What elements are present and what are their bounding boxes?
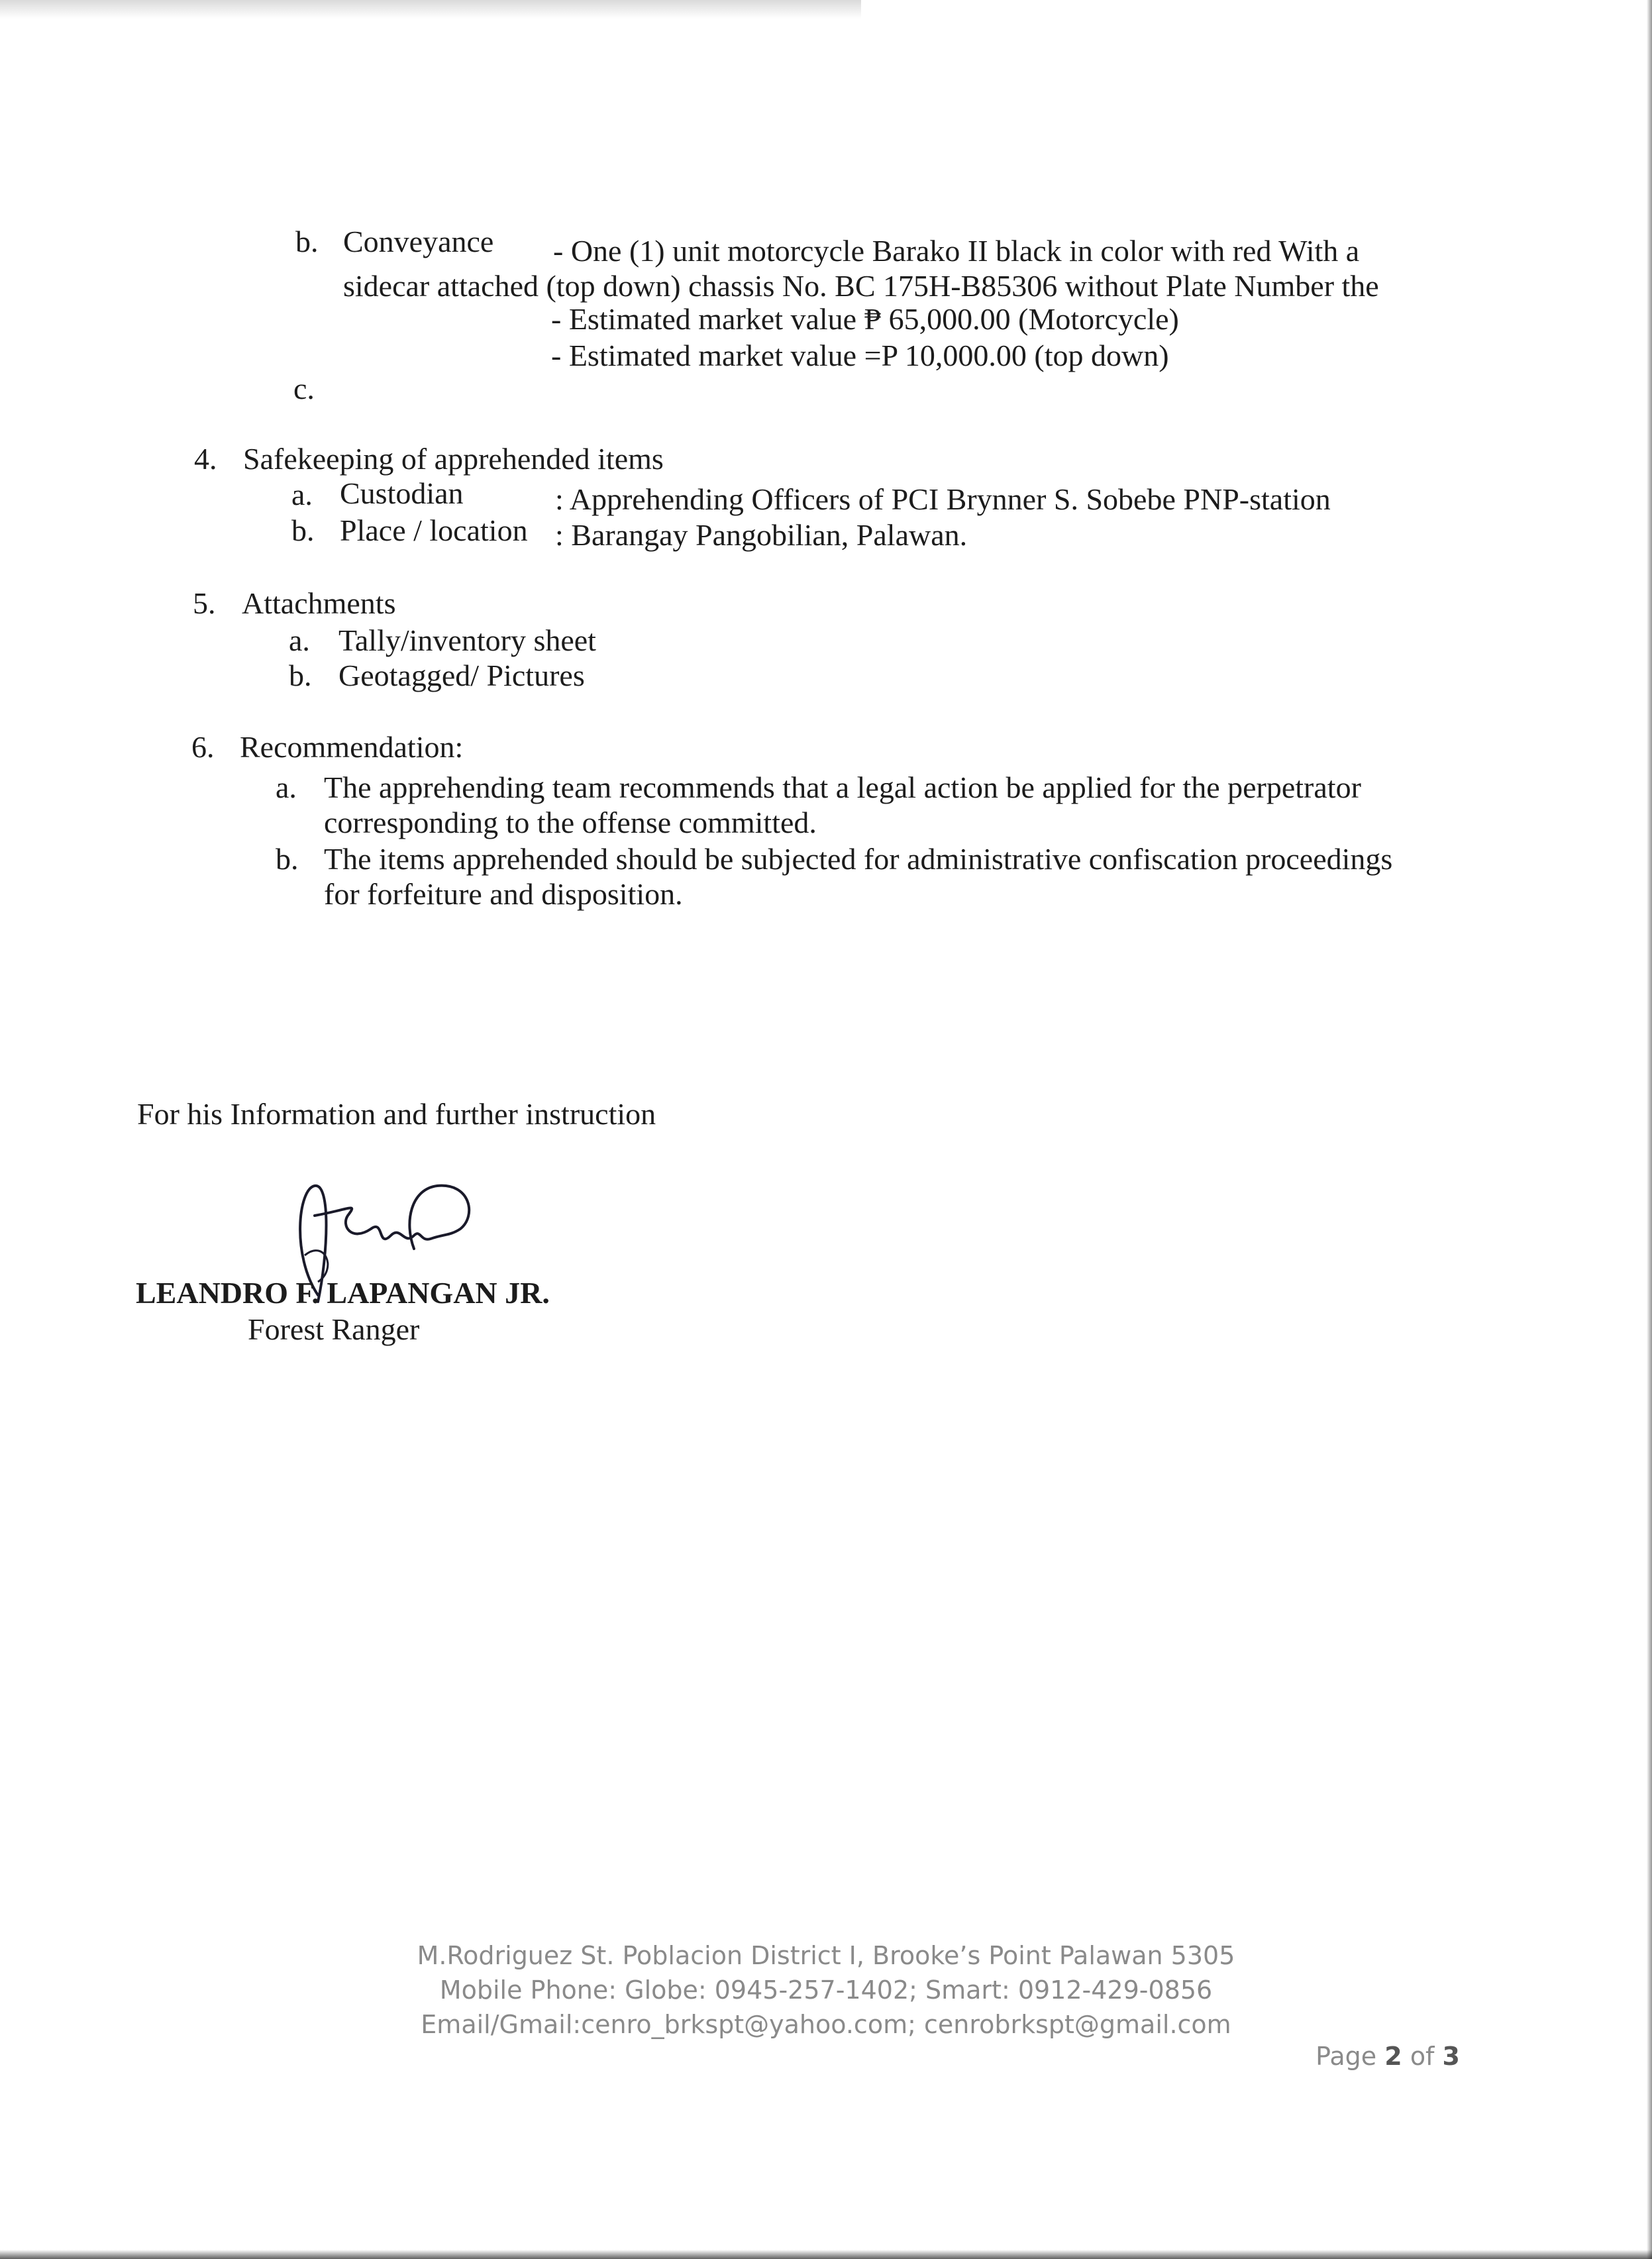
footer-phone: Mobile Phone: Globe: 0945-257-1402; Smart: 0912-429-0856	[439, 1975, 1213, 2005]
section4-title: Safekeeping of apprehended items	[243, 442, 664, 476]
signatory-title: Forest Ranger	[248, 1312, 420, 1346]
location-label: Place / location	[340, 513, 528, 547]
recommendation-a-line2: corresponding to the offense committed.	[324, 806, 817, 839]
scan-shadow-bottom	[0, 2250, 1652, 2259]
page-prefix: Page	[1316, 2042, 1377, 2071]
attachment-a-text: Tally/inventory sheet	[338, 623, 596, 657]
page-number	[1316, 2042, 1460, 2071]
recommendation-a-line1: The apprehending team recommends that a legal action be applied for the perpetrator	[324, 770, 1361, 804]
custodian-label: Custodian	[340, 476, 464, 510]
footer-address: M.Rodriguez St. Poblacion District I, Brooke’s Point Palawan 5305	[417, 1941, 1235, 1970]
page-sep: of	[1410, 2042, 1435, 2071]
conveyance-value1: - Estimated market value ₱ 65,000.00 (Motorcycle)	[551, 302, 1179, 336]
conveyance-value2: - Estimated market value =P 10,000.00 (top down)	[551, 339, 1169, 372]
conveyance-label: Conveyance	[343, 225, 494, 258]
scan-shadow-right	[1647, 0, 1652, 2259]
section4-marker: 4.	[194, 442, 217, 476]
recommendation-a-marker: a.	[276, 770, 297, 804]
signatory-name: LEANDRO F. LAPANGAN JR.	[136, 1276, 550, 1310]
section5-title: Attachments	[242, 586, 396, 620]
location-value: : Barangay Pangobilian, Palawan.	[555, 518, 968, 552]
attachment-b-marker: b.	[289, 658, 312, 692]
attachment-b-text: Geotagged/ Pictures	[338, 658, 585, 692]
conveyance-marker: b.	[295, 225, 319, 258]
section5-marker: 5.	[193, 586, 216, 620]
custodian-marker: a.	[291, 478, 313, 511]
recommendation-b-line2: for forfeiture and disposition.	[324, 877, 683, 911]
section6-marker: 6.	[191, 730, 215, 764]
recommendation-b-marker: b.	[276, 842, 299, 876]
recommendation-b-line1: The items apprehended should be subjected for administrative confiscation proceedings	[324, 842, 1393, 876]
location-marker: b.	[291, 513, 315, 547]
item-c-marker: c.	[293, 372, 315, 405]
footer-email: Email/Gmail:cenro_brkspt@yahoo.com; cenrobrkspt@gmail.com	[421, 2010, 1231, 2039]
attachment-a-marker: a.	[289, 623, 310, 657]
conveyance-line1: - One (1) unit motorcycle Barako II black in color with red With a	[553, 234, 1360, 268]
section6-title: Recommendation:	[240, 730, 464, 764]
custodian-value: : Apprehending Officers of PCI Brynner S. Sobebe PNP-station	[555, 482, 1331, 516]
conveyance-line2: sidecar attached (top down) chassis No. BC 175H-B85306 without Plate Number the	[343, 269, 1379, 303]
page-total: 3	[1442, 2042, 1460, 2071]
page-current: 2	[1384, 2042, 1402, 2071]
scan-shadow-top	[0, 0, 861, 19]
closing-line: For his Information and further instruction	[137, 1097, 656, 1131]
